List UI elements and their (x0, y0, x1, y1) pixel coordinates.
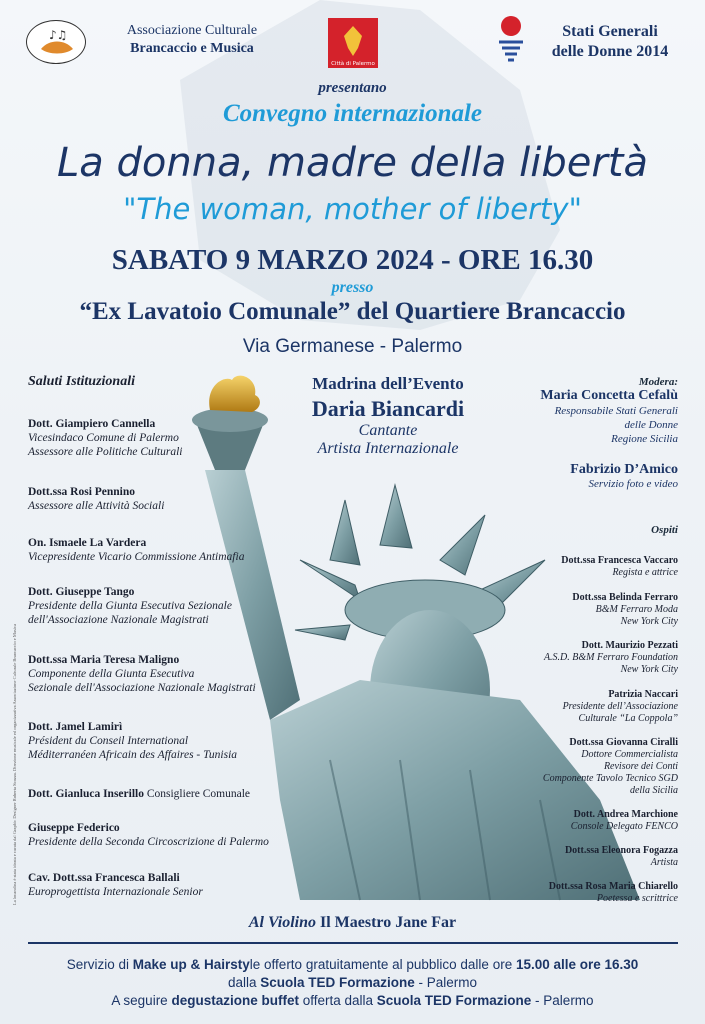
photographer-name: Fabrizio D’Amico (570, 462, 678, 477)
venue-address: Via Germanese - Palermo (242, 336, 463, 357)
speaker-name: Giuseppe Federico (28, 822, 120, 834)
association-name (92, 22, 292, 58)
divider (28, 942, 678, 944)
guest-role: Presidente dell’Associazione (562, 701, 678, 712)
speaker-item (28, 536, 244, 564)
footer-line3: A seguire degustazione buffet offerta dalla Scuola TED Formazione - Palermo (111, 993, 594, 1008)
speaker-role: Vicepresidente Vicario Commissione Antimafia (28, 551, 245, 563)
guest-name: Dott.ssa Rosa Maria Chiarello (548, 881, 678, 892)
city-logo-text: Città di Palermo (331, 61, 375, 67)
main-title: La donna, madre della libertà (57, 140, 648, 186)
speaker-name: Dott.ssa Maria Teresa Maligno (28, 654, 180, 666)
madrina-block (270, 374, 506, 458)
guest-item (500, 555, 678, 579)
speaker-role: Sezionale dell'Associazione Nazionale Magistrati (28, 682, 256, 694)
guest-role: New York City (620, 664, 678, 675)
guest-role: B&M Ferraro Moda (595, 604, 678, 615)
stati-generali-title (530, 22, 690, 62)
guest-item (500, 640, 678, 676)
guest-name: Dott. Andrea Marchione (573, 809, 678, 820)
stati-line2: delle Donne 2014 (551, 43, 669, 60)
violin-line (0, 914, 705, 932)
speaker-name: Dott. Jamel Lamirì (28, 721, 123, 733)
guest-name: Dott.ssa Giovanna Ciralli (569, 737, 678, 748)
guest-role: Culturale “La Coppola” (578, 713, 678, 724)
speaker-item (28, 871, 203, 899)
speaker-role: Europrogettista Internazionale Senior (28, 886, 203, 898)
guest-role: Componente Tavolo Tecnico SGD (542, 773, 678, 784)
madrina-label: Madrina dell’Evento (312, 374, 464, 393)
violin-label: Al Violino (248, 914, 316, 931)
speaker-role: Président du Conseil International (28, 735, 189, 747)
speaker-name: Dott.ssa Rosi Pennino (28, 486, 136, 498)
guest-name: Dott.ssa Francesca Vaccaro (561, 555, 678, 566)
guest-role: Dottore Commercialista (581, 749, 678, 760)
english-subtitle: "The woman, mother of liberty" (123, 192, 582, 226)
speaker-role: Assessore alle Politiche Culturali (28, 446, 183, 458)
guest-role: Revisore dei Conti (603, 761, 678, 772)
footer-line1: Servizio di Make up & Hairstyle offerto gratuitamente al pubblico dalle ore 15.00 alle ore 16.30 (66, 957, 639, 972)
moderator-block (500, 376, 678, 446)
moderator-role1: Responsabile Stati Generali (554, 405, 678, 417)
vertical-credits: La locandina è stata ideata e curata dal Graphic Designer Roberta Scozza. Direzione musicale ed organizzativa Associazione Culturale Brancaccio e Musica (12, 623, 17, 905)
stati-line1: Stati Generali (562, 23, 658, 40)
moderator-role2: delle Donne (624, 419, 678, 431)
speaker-item (28, 485, 164, 513)
guest-role: Regista e attrice (612, 567, 678, 578)
photographer-role: Servizio foto e video (588, 478, 678, 490)
saluti-heading: Saluti Istituzionali (28, 374, 135, 389)
svg-text:♪♫: ♪♫ (49, 28, 68, 42)
madrina-role1: Cantante (358, 422, 418, 439)
guest-name: Patrizia Naccari (608, 689, 678, 700)
guest-role: della Sicilia (629, 785, 678, 796)
guest-role: New York City (620, 616, 678, 627)
speaker-role: Vicesindaco Comune di Palermo (28, 432, 179, 444)
guest-item (500, 809, 678, 833)
speaker-role: Assessore alle Attività Sociali (28, 500, 165, 512)
footer-notes (0, 956, 705, 1010)
guest-name: Dott. Maurizio Pezzati (581, 640, 678, 651)
speaker-item (28, 417, 183, 459)
speaker-name: Dott. Giampiero Cannella (28, 418, 156, 430)
madrina-role2: Artista Internazionale (317, 440, 459, 457)
presentano-label: presentano (318, 80, 387, 96)
ospiti-heading: Ospiti (651, 524, 678, 536)
guest-item (500, 592, 678, 628)
association-line2: Brancaccio e Musica (130, 41, 254, 56)
speaker-name: Cav. Dott.ssa Francesca Ballali (28, 872, 180, 884)
guest-role: Poetessa e scrittrice (596, 893, 678, 904)
event-date: SABATO 9 MARZO 2024 - ORE 16.30 (111, 244, 594, 276)
brancaccio-logo (26, 20, 86, 64)
violin-performer: Il Maestro Jane Far (320, 914, 457, 931)
madrina-name: Daria Biancardi (311, 396, 465, 421)
stati-generali-logo-icon (495, 14, 527, 66)
speaker-role: Presidente della Giunta Esecutiva Sezionale (28, 600, 232, 612)
speaker-item (28, 653, 256, 695)
guest-name: Dott.ssa Belinda Ferraro (572, 592, 678, 603)
speaker-role: Presidente della Seconda Circoscrizione di Palermo (28, 836, 269, 848)
speaker-item (28, 720, 237, 762)
presso-label: presso (331, 279, 374, 296)
guest-item (500, 689, 678, 725)
speaker-item (28, 821, 269, 849)
guest-item (500, 737, 678, 797)
music-notes-icon (27, 21, 85, 63)
moderator-name: Maria Concetta Cefalù (540, 388, 678, 403)
speaker-name: Dott. Gianluca Inserillo (28, 788, 144, 800)
guest-role: Artista (650, 857, 678, 868)
speaker-name: On. Ismaele La Vardera (28, 537, 147, 549)
eagle-crest-icon (328, 18, 378, 68)
venue-name: “Ex Lavatoio Comunale” del Quartiere Brancaccio (79, 298, 626, 325)
citta-di-palermo-logo (328, 18, 378, 68)
photo-block (500, 462, 678, 490)
speaker-role: Componente della Giunta Esecutiva (28, 668, 195, 680)
footer-line2: dalla Scuola TED Formazione - Palermo (227, 975, 478, 990)
association-line1: Associazione Culturale (126, 23, 258, 38)
moderator-role3: Regione Sicilia (611, 433, 678, 445)
speaker-name: Dott. Giuseppe Tango (28, 586, 135, 598)
convegno-title: Convegno internazionale (222, 100, 483, 127)
guest-role: Console Delegato FENCO (570, 821, 678, 832)
speaker-item (28, 787, 250, 801)
speaker-role: Méditerranéen Africain des Affaires - Tunisia (28, 749, 238, 761)
guest-item (500, 881, 678, 905)
speaker-role: Consigliere Comunale (146, 788, 251, 800)
modera-label: Modera: (638, 376, 678, 388)
speaker-role: dell'Associazione Nazionale Magistrati (28, 614, 209, 626)
guest-item (500, 845, 678, 869)
guest-name: Dott.ssa Eleonora Fogazza (564, 845, 678, 856)
speaker-item (28, 585, 232, 627)
guest-role: A.S.D. B&M Ferraro Foundation (543, 652, 678, 663)
